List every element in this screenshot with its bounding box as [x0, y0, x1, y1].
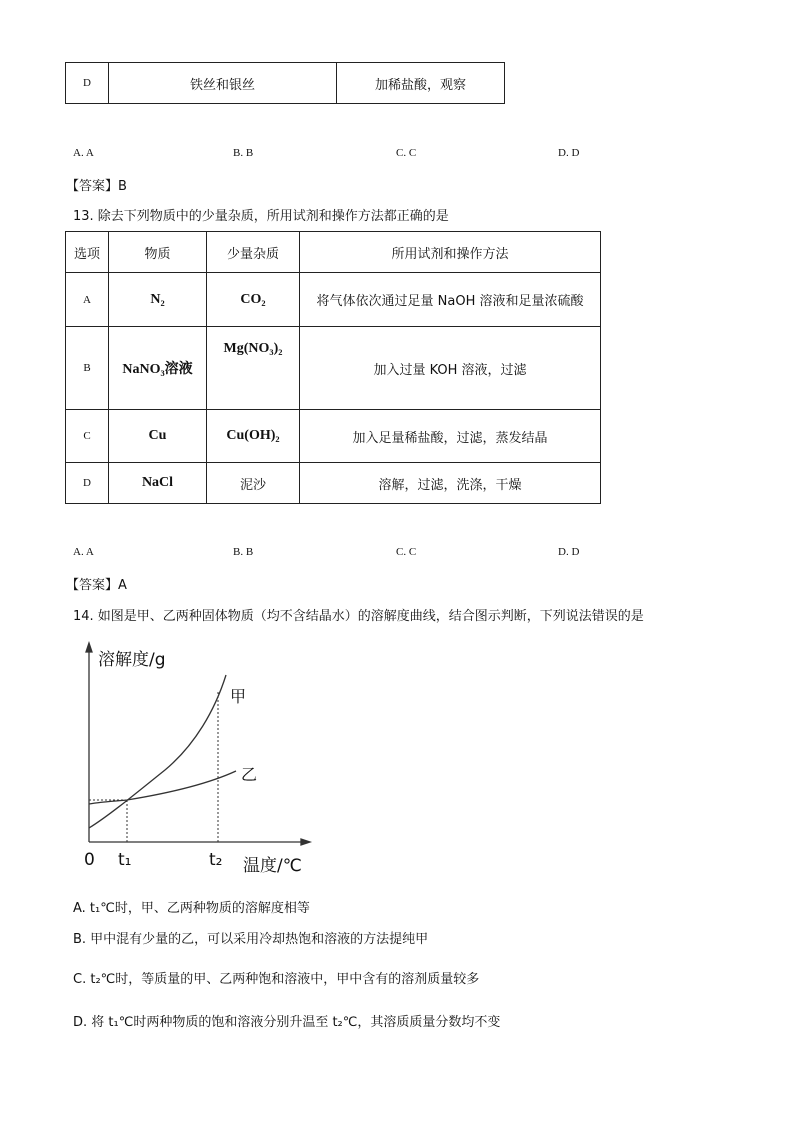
option-c: C. C: [396, 546, 417, 558]
choice-a: A. t₁℃时，甲、乙两种物质的溶解度相等: [73, 901, 310, 916]
series-label-jia: 甲: [230, 687, 247, 706]
substance-cell: 铁丝和银丝: [109, 63, 337, 104]
curve-jia: [89, 675, 226, 828]
row-b-substance: NaNO₃溶液: [109, 327, 207, 410]
header-option: 选项: [66, 232, 109, 273]
option-a: A. A: [73, 546, 94, 558]
row-c-option: C: [66, 410, 109, 463]
option-d: D. D: [558, 546, 580, 558]
origin-label: 0: [84, 850, 95, 870]
answer-12: 【答案】B: [66, 179, 127, 194]
x-axis-label: 温度/℃: [243, 856, 302, 876]
header-impurity: 少量杂质: [207, 232, 300, 273]
option-cell: D: [66, 63, 109, 104]
option-d: D. D: [558, 147, 580, 159]
x-axis-arrow: [301, 839, 310, 845]
row-d-impurity: 泥沙: [207, 463, 300, 504]
y-axis-arrow: [86, 643, 92, 652]
answer-13: 【答案】A: [66, 578, 127, 593]
row-a-option: A: [66, 273, 109, 327]
option-c: C. C: [396, 147, 417, 159]
row-c-substance: Cu: [109, 410, 207, 463]
method-cell: 加稀盐酸，观察: [337, 63, 505, 104]
row-c-impurity: Cu(OH)₂: [207, 410, 300, 463]
row-d-substance: NaCl: [109, 463, 207, 504]
question-14-stem: 14. 如图是甲、乙两种固体物质（均不含结晶水）的溶解度曲线，结合图示判断，下列说法错误的是: [73, 609, 644, 624]
row-a-impurity: CO₂: [207, 273, 300, 327]
option-a: A. A: [73, 147, 94, 159]
row-b-impurity: Mg(NO₃)₂: [207, 327, 300, 410]
row-b-option: B: [66, 327, 109, 410]
choice-b: B. 甲中混有少量的乙，可以采用冷却热饱和溶液的方法提纯甲: [73, 932, 429, 947]
question-13-stem: 13. 除去下列物质中的少量杂质，所用试剂和操作方法都正确的是: [73, 209, 449, 224]
choice-c: C. t₂℃时，等质量的甲、乙两种饱和溶液中，甲中含有的溶剂质量较多: [73, 972, 480, 987]
row-a-substance: N₂: [109, 273, 207, 327]
t2-label: t₂: [209, 850, 223, 870]
t1-label: t₁: [118, 850, 132, 870]
curve-yi: [89, 771, 236, 804]
row-c-method: 加入足量稀盐酸，过滤，蒸发结晶: [300, 410, 601, 463]
y-axis-label: 溶解度/g: [98, 650, 166, 670]
choice-d: D. 将 t₁℃时两种物质的饱和溶液分别升温至 t₂℃，其溶质质量分数均不变: [73, 1015, 501, 1030]
option-b: B. B: [233, 546, 254, 558]
row-b-method: 加入过量 KOH 溶液，过滤: [300, 327, 601, 410]
row-d-method: 溶解，过滤，洗涤，干燥: [300, 463, 601, 504]
option-b: B. B: [233, 147, 254, 159]
series-label-yi: 乙: [241, 765, 258, 784]
header-method: 所用试剂和操作方法: [300, 232, 601, 273]
header-substance: 物质: [109, 232, 207, 273]
row-a-method: 将气体依次通过足量 NaOH 溶液和足量浓硫酸: [300, 273, 601, 327]
row-d-option: D: [66, 463, 109, 504]
